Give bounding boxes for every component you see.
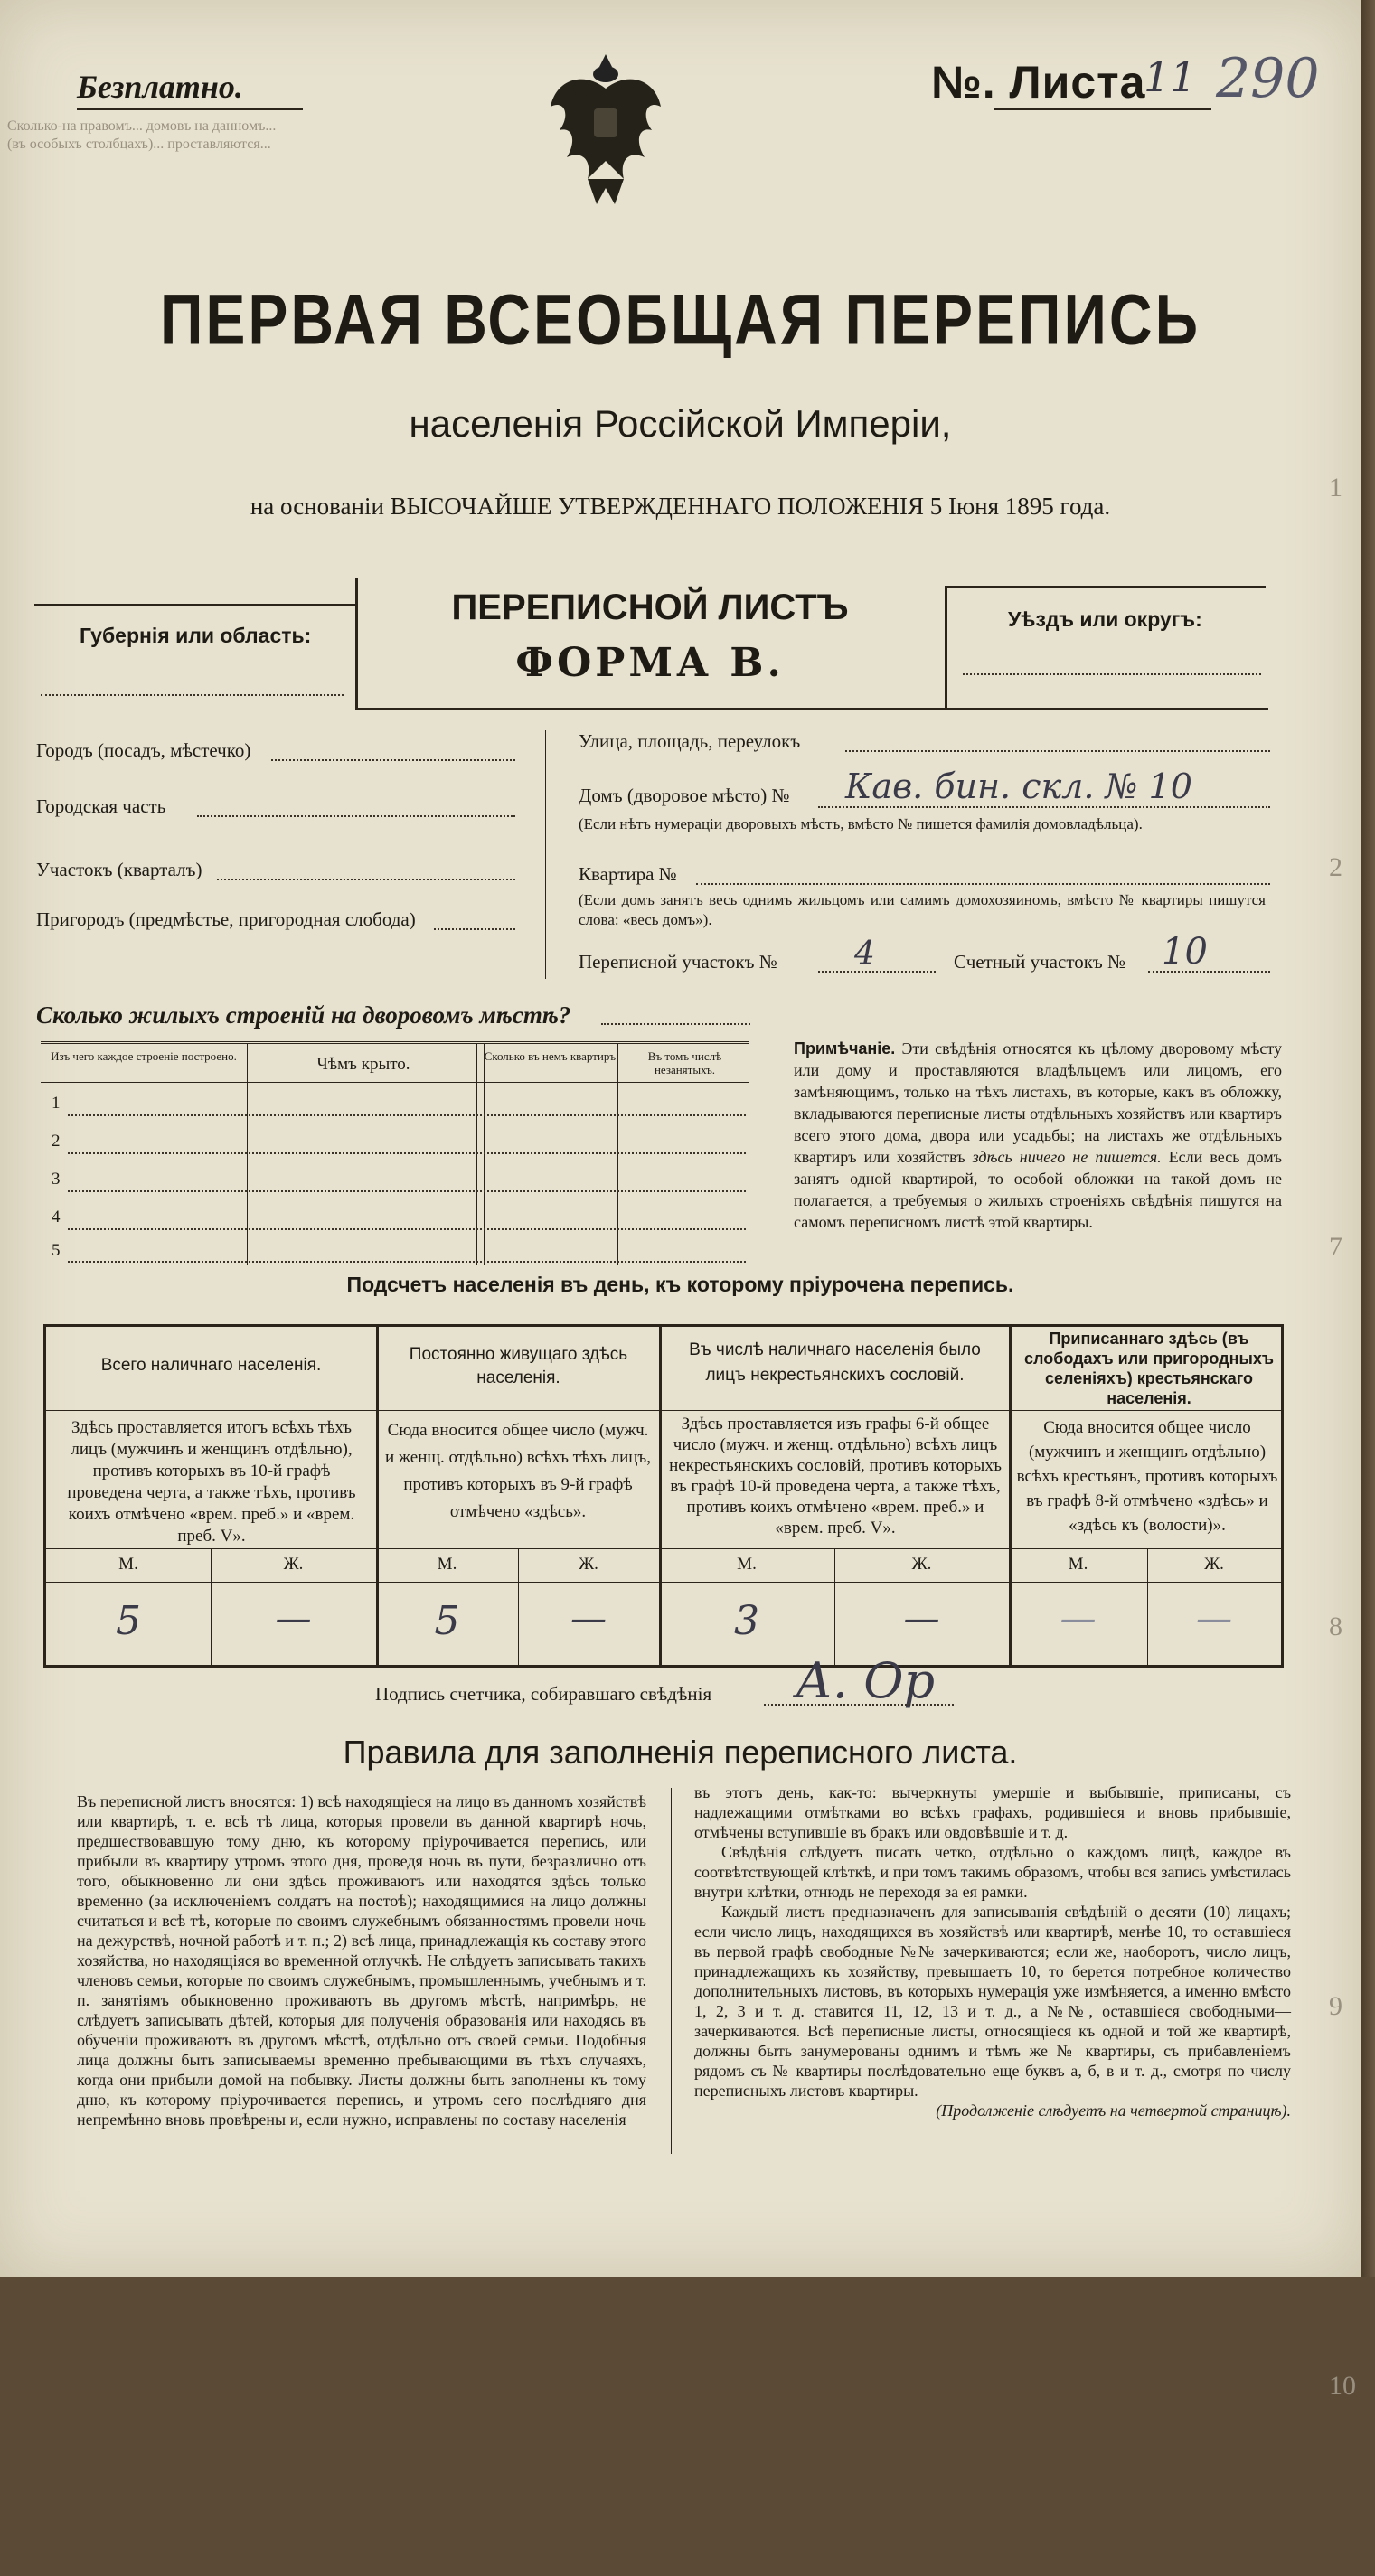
census-area-label: Переписной участокъ № <box>579 951 777 973</box>
district-label: Уѣздъ или округъ: <box>1008 607 1202 631</box>
buildings-row-number: 4 <box>52 1208 61 1227</box>
population-table <box>43 1324 1284 1668</box>
population-m-label: М. <box>737 1555 757 1574</box>
form-type: ФОРМА В. <box>515 640 785 686</box>
house-number-value: Кав. бин. скл. № 10 <box>845 766 1192 806</box>
population-total-male: 5 <box>116 1598 141 1644</box>
rules-right-paragraph: Свѣдѣнія слѣдуетъ писать четко, отдѣльно о каждомъ лицѣ, каждое въ соотвѣтствующей клѣткѣ, и при томъ такимъ образомъ, чтобы вся запись умѣстилась внутри клѣтки, отнюдь не переходя за ея рамки. <box>694 1843 1291 1901</box>
population-col-total-note: Здѣсь проставляется итогъ всѣхъ тѣхъ лицъ (мужчинъ и женщинъ отдѣльно), противъ которыхъ въ 10-й графѣ проведена черта, а также тѣхъ, противъ коихъ отмѣчено «врем. преб.» и «врем. преб. V». <box>67 1418 356 1546</box>
form-sheet-title: ПЕРЕПИСНОЙ ЛИСТЪ <box>451 588 849 627</box>
house-note: (Если нѣтъ нумераціи дворовыхъ мѣстъ, вмѣсто № пишется фамилія домовладѣльца). <box>579 815 1143 832</box>
free-label: Безплатно. <box>77 69 243 105</box>
population-col-permanent-note: Сюда вносится общее число (мужч. и женщ. отдѣльно) всѣхъ тѣхъ лицъ, противъ которыхъ въ 9-й графѣ отмѣчено «здѣсь». <box>384 1421 652 1521</box>
population-heading: Подсчетъ населенія въ день, къ которому пріурочена перепись. <box>346 1273 1014 1296</box>
population-peasant-male: — <box>1060 1598 1097 1640</box>
population-peasant-female: — <box>1196 1598 1232 1640</box>
population-nonpeasant-female: — <box>903 1598 940 1640</box>
city-label: Городъ (посадъ, мѣстечко) <box>36 739 251 761</box>
note-text-emphasis: здѣсь ничего не пишется. <box>972 1148 1162 1166</box>
street-label: Улица, площадь, переулокъ <box>579 730 801 752</box>
rules-left-text: Въ переписной листъ вносятся: 1) всѣ находящіеся на лицо въ данномъ хозяйствѣ или квартирѣ, т. е. всѣ тѣ лица, которыя провели въ данной квартирѣ ночь, предшествовавшую тому дню, къ которому пріурочивается перепись, или прибыли въ квартиру утромъ этого дня, проведя ночь въ пути, безразлично отъ того, обыкновенно ли они здѣсь проживаютъ или находятся здѣсь только временно (за исключеніемъ солдатъ на постоѣ); находящимися на лицо должны считаться и всѣ тѣ, которые по своимъ служебнымъ обязанностямъ провели ночь на дежурствѣ, ночной работѣ и т. п.; 2) всѣ лица, принадлежащія къ составу этого хозяйства, но находящіяся во временной отлучкѣ. Не слѣдуетъ записывать такихъ членовъ семьи, которые по своимъ служебнымъ, промышленнымъ, учебнымъ и т. п. занятіямъ обыкновенно проживаютъ въ другомъ мѣстѣ, напримѣръ, не слѣдуетъ записывать дѣтей, которыя для полученія образованія или находясь въ обученіи проживаютъ въ другомъ мѣстѣ, отдѣльно отъ своей семьи. Подобныя лица должны быть записываемы временно пребывающими въ тѣхъ случаяхъ, когда они прибыли домой на побывку. Листы должны быть заполнены къ тому дню, къ которому пріурочивается перепись, и утромъ сего послѣдняго дня непремѣнно вновь провѣрены и, если нужно, исправлены по составу населенія <box>77 1792 646 2129</box>
count-area-value: 10 <box>1162 931 1208 973</box>
city-part-label: Городская часть <box>36 795 166 817</box>
rules-right-paragraph: въ этотъ день, как-то: вычеркнуты умершіе и выбывшіе, приписаны, съ надлежащими отмѣтками во всѣхъ графахъ, родившіеся и вновь прибывшіе, отмѣчены вступившіе въ бракъ или овдовѣвшіе и т. д. <box>694 1783 1291 1841</box>
buildings-table <box>41 1041 749 1265</box>
population-m-label: М. <box>118 1555 138 1574</box>
bleed-through-text: Сколько-на правомъ... домовъ на данномъ... (въ особыхъ столбцахъ)... проставляются... <box>7 118 277 152</box>
section-label: Участокъ (кварталъ) <box>36 859 202 880</box>
double-headed-eagle-emblem <box>547 52 664 215</box>
buildings-col-material: Изъ чего каждое строеніе построено. <box>51 1049 237 1063</box>
buildings-col-roof: Чѣмъ крыто. <box>316 1055 410 1074</box>
population-f-label: Ж. <box>283 1555 304 1574</box>
signature-label: Подпись счетчика, собиравшаго свѣдѣнія <box>375 1683 712 1705</box>
suburb-label: Пригородъ (предмѣстье, пригородная слобода) <box>36 908 416 930</box>
population-permanent-female: — <box>570 1598 607 1640</box>
population-total-female: — <box>275 1598 312 1640</box>
buildings-col-apartments: Сколько въ немъ квартиръ. <box>484 1049 619 1063</box>
sheet-edge <box>1361 0 1375 2277</box>
buildings-col-vacant: Въ томъ числѣ незанятыхъ. <box>647 1049 722 1076</box>
buildings-row-number: 2 <box>52 1132 61 1151</box>
apartment-label: Квартира № <box>579 863 677 885</box>
rules-right-paragraph: Каждый листъ предназначенъ для записыванія свѣдѣній о десяти (10) лицахъ; если число лицъ, находящихся въ хозяйствѣ или квартирѣ, менѣе 10, то оставшіеся въ первой графѣ свободные №№ зачеркиваются; если же, наоборотъ, число лицъ, принадлежащихъ къ хозяйству, превышаетъ 10, то берется потребное количество дополнительныхъ листовъ, въ которыхъ нумерація уже измѣняется, а именно вмѣсто 1, 2, 3 и т. д. ставится 11, 12, 13 и т. д., а №№, оставшіеся свободными—зачеркиваются. Всѣ переписные листы, относящіеся къ одной и той же квартирѣ, должны быть занумерованы однимъ и тѣмъ же № квартиры, съ прибавленіемъ рядомъ съ № квартиры послѣдовательно еще буквъ а, б, в и т. д., смотря по числу переписныхъ листовъ квартиры. <box>694 1903 1291 2100</box>
population-col-permanent-title: Постоянно живущаго здѣсь населенія. <box>409 1345 628 1387</box>
legal-basis: на основаніи ВЫСОЧАЙШЕ УТВЕРЖДЕННАГО ПОЛОЖЕНІЯ 5 Іюня 1895 года. <box>250 493 1111 520</box>
population-col-peasant-title: Приписаннаго здѣсь (въ слободахъ или пригородныхъ селеніяхъ) крестьянскаго населенія. <box>1024 1330 1274 1407</box>
population-m-label: М. <box>437 1555 457 1574</box>
population-f-label: Ж. <box>1204 1555 1224 1574</box>
population-permanent-male: 5 <box>434 1598 460 1644</box>
buildings-row-number: 3 <box>52 1170 61 1189</box>
buildings-row-number: 5 <box>52 1241 61 1260</box>
population-f-label: Ж. <box>579 1555 598 1574</box>
population-m-label: М. <box>1068 1555 1088 1574</box>
population-col-total-title: Всего наличнаго населенія. <box>100 1356 322 1375</box>
sheet-number-value: 11 <box>1144 52 1197 101</box>
archive-stamp-number: 290 <box>1216 47 1320 110</box>
signature-value: А. Ор <box>796 1652 936 1709</box>
population-col-nonpeasant-note: Здѣсь проставляется изъ графы 6-й общее число (мужч. и женщ. отдѣльно) всѣхъ лицъ некрестьянскихъ сословій, противъ которыхъ въ графѣ 10-й проведена черта, а также тѣхъ, противъ коихъ отмѣчено «врем. преб.» и «врем. преб. V». <box>669 1415 1002 1537</box>
rules-right-text <box>694 1782 1291 2120</box>
rules-continued-note: (Продолженіе слѣдуетъ на четвертой страницѣ). <box>936 2101 1291 2120</box>
census-area-value: 4 <box>854 935 875 973</box>
province-label: Губернія или область: <box>80 624 312 647</box>
apartment-note: (Если домъ занятъ весь однимъ жильцомъ или самимъ домохозяиномъ, вмѣсто № квартиры пишутся слова: «весь домъ»). <box>579 891 1266 928</box>
population-nonpeasant-male: 3 <box>734 1598 759 1644</box>
note-label: Примѣчаніе. <box>794 1039 896 1058</box>
buildings-question: Сколько жилыхъ строеній на дворовомъ мѣстѣ? <box>36 1001 571 1029</box>
note-text-a: Эти свѣдѣнія относятся къ цѣлому дворовому мѣсту или дому и проставляются владѣльцемъ или лицомъ, его замѣняющимъ, только на тѣхъ листахъ, въ которые, какъ въ обложку, вкладываются переписные листы отдѣльныхъ хозяйствъ или квартиръ всего этого дома, двора или усадьбы; на листахъ же отдѣльныхъ квартиръ или хозяйствъ <box>794 1039 1282 1166</box>
page-subtitle: населенія Россійской Имперіи, <box>409 402 952 445</box>
population-col-nonpeasant-title: Въ числѣ наличнаго населенія было лицъ некрестьянскихъ сословій. <box>689 1340 981 1385</box>
house-label: Домъ (дворовое мѣсто) № <box>579 785 790 806</box>
population-f-label: Ж. <box>911 1555 932 1574</box>
rules-heading: Правила для заполненія переписного листа. <box>343 1734 1018 1771</box>
buildings-row-number: 1 <box>52 1094 61 1113</box>
sheet-number-label: №. Листа <box>931 57 1146 108</box>
margin-bleed-digits: 1 2 7 8 9 10 <box>1329 473 1356 2401</box>
population-col-peasant-note: Сюда вносится общее число (мужчинъ и женщинъ отдѣльно) всѣхъ крестьянъ, противъ которыхъ въ графѣ 8-й отмѣчено «здѣсь» и «здѣсь къ (волости)». <box>1016 1418 1278 1535</box>
count-area-label: Счетный участокъ № <box>954 951 1126 973</box>
note-text-b: Если весь домъ занятъ одной квартирой, то особой обложки на такой домъ не полагается, а требуемыя о жилыхъ строеніяхъ свѣдѣнія пишутся на самомъ переписномъ листѣ этой квартиры. <box>794 1148 1282 1231</box>
page-title: ПЕРВАЯ ВСЕОБЩАЯ ПЕРЕПИСЬ <box>159 278 1201 360</box>
buildings-note <box>794 1038 1282 1233</box>
